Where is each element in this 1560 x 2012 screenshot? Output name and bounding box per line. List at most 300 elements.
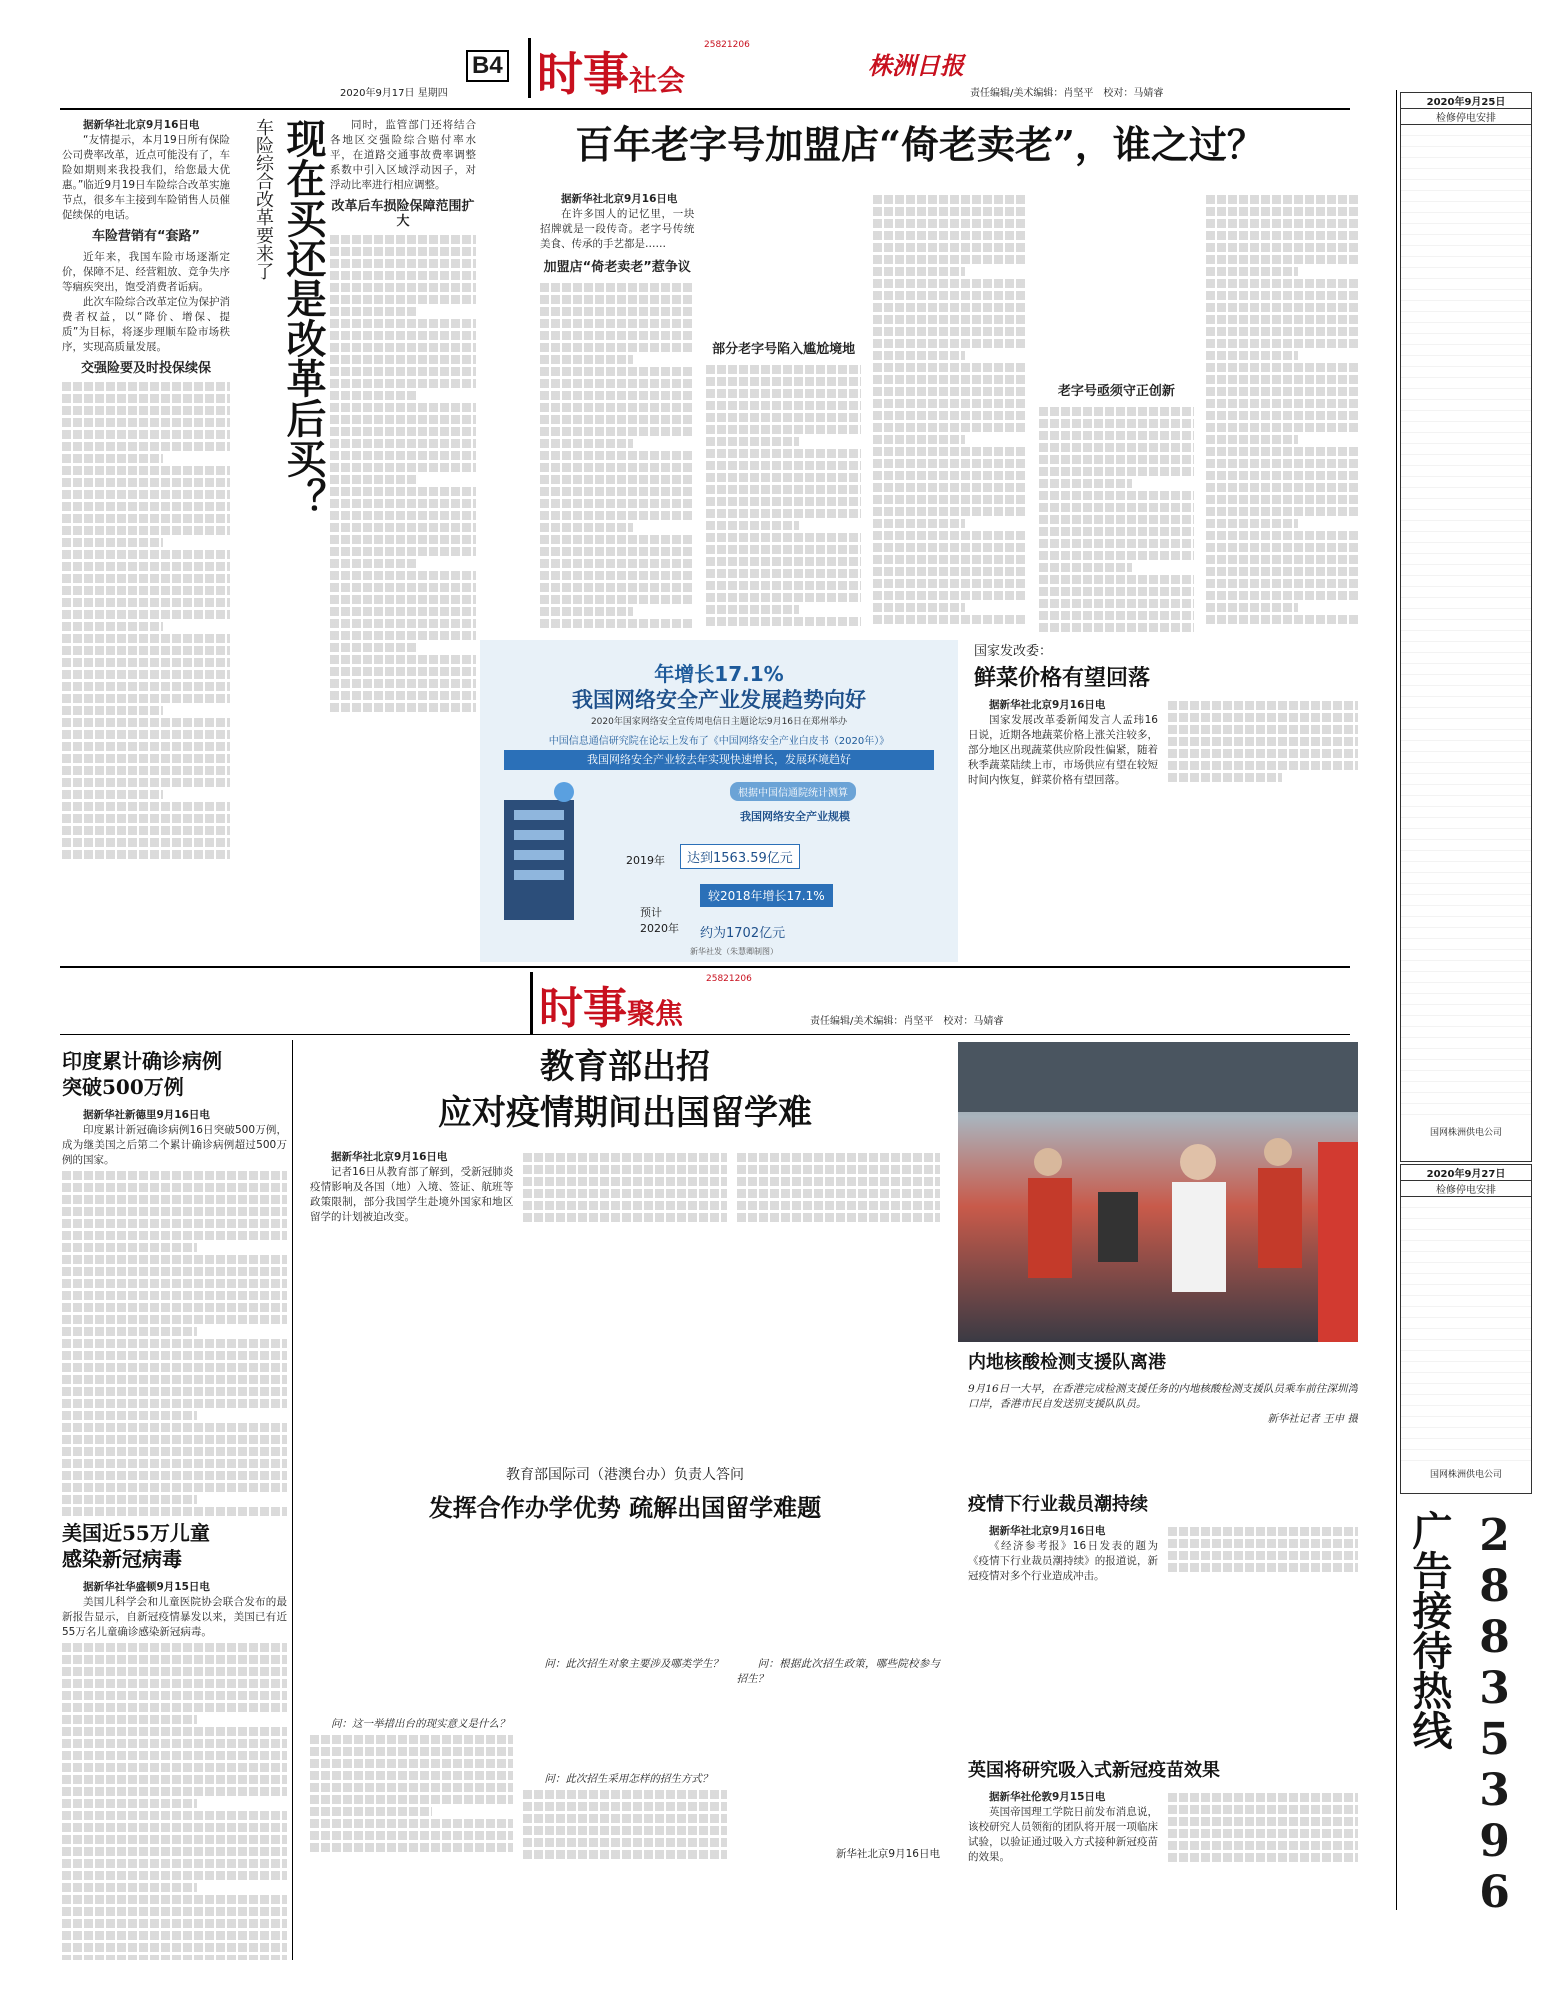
text-line <box>1206 495 1360 504</box>
text-line <box>1039 479 1132 488</box>
subheading: 老字号亟须守正创新 <box>1057 384 1175 399</box>
text-line <box>62 1435 287 1444</box>
text-line <box>540 295 694 304</box>
text-line <box>330 451 476 460</box>
text-line <box>62 1471 287 1480</box>
text-line <box>62 1775 287 1784</box>
text-line <box>1039 431 1193 440</box>
value-2019: 达到1563.59亿元 <box>680 844 800 869</box>
column <box>310 1150 513 1225</box>
text-line <box>62 1171 287 1180</box>
text-line <box>330 655 476 664</box>
text-line <box>62 1183 287 1192</box>
text-line <box>330 691 476 700</box>
text-line <box>873 447 1027 456</box>
text-line <box>62 1787 287 1796</box>
text-line <box>62 1739 287 1748</box>
text-line <box>62 1483 287 1492</box>
section-phone: 25821206 <box>706 974 752 984</box>
text-line <box>62 802 230 811</box>
text-line <box>310 1843 513 1852</box>
text-line <box>330 259 476 268</box>
column <box>737 1150 940 1225</box>
text-line <box>1039 611 1193 620</box>
text-line <box>706 581 860 590</box>
text-line <box>1168 1563 1358 1572</box>
column <box>523 1150 726 1225</box>
text-line <box>873 555 1027 564</box>
text-line <box>330 523 476 532</box>
text-line <box>873 267 966 276</box>
dateline: 据新华社北京9月16日电 <box>561 193 678 205</box>
text-line <box>330 631 476 640</box>
text-line <box>873 375 1027 384</box>
text-line <box>62 514 230 523</box>
text-line <box>62 1399 287 1408</box>
column <box>310 1537 513 1862</box>
headline: 英国将研究吸入式新冠疫苗效果 <box>968 1760 1220 1781</box>
text-line <box>1168 1841 1358 1850</box>
text-line <box>523 1213 726 1222</box>
paragraph: 印度累计新冠确诊病例16日突破500万例，成为继美国之后第二个累计确诊病例超过500万例的国家。 <box>62 1124 287 1166</box>
text-line <box>62 790 163 799</box>
text-line <box>737 1165 940 1174</box>
text-line <box>330 703 476 712</box>
text-line <box>1206 567 1360 576</box>
column <box>737 1537 940 1862</box>
subheading: 加盟店“倚老卖老”惹争议 <box>543 260 691 275</box>
text-line <box>523 1838 726 1847</box>
headline-line2: 应对疫情期间出国留学难 <box>438 1093 812 1133</box>
text-line <box>330 463 476 472</box>
text-line <box>540 343 694 352</box>
text-line <box>1206 339 1360 348</box>
text-line <box>873 363 1027 372</box>
text-line <box>62 1799 197 1808</box>
text-line <box>330 667 476 676</box>
article-columns <box>968 698 1358 788</box>
text-line <box>1206 411 1360 420</box>
text-line <box>62 1267 287 1276</box>
text-line <box>540 415 694 424</box>
infographic-cybersecurity <box>480 640 958 962</box>
column <box>968 1790 1158 1865</box>
infographic-banner: 我国网络安全产业较去年实现快速增长，发展环境趋好 <box>504 750 934 770</box>
text-line <box>330 379 476 388</box>
text-line <box>1039 575 1193 584</box>
caption-title: 内地核酸检测支援队离港 <box>968 1352 1166 1373</box>
text-line <box>706 389 860 398</box>
text-line <box>706 605 799 614</box>
column <box>706 192 860 632</box>
top-header <box>330 38 1370 108</box>
notice-date: 2020年9月27日 <box>1401 1165 1531 1181</box>
text-line <box>310 1771 513 1780</box>
text-line <box>330 679 476 688</box>
text-line <box>873 279 1027 288</box>
text-line <box>330 487 476 496</box>
sidebar-outage-notice-bottom <box>1400 1164 1532 1494</box>
text-line <box>62 1495 197 1504</box>
text-line <box>540 523 633 532</box>
text-line <box>540 283 694 292</box>
photo-caption <box>968 1348 1358 1478</box>
text-line <box>62 658 230 667</box>
article-columns <box>968 1790 1358 1865</box>
text-line <box>62 1279 287 1288</box>
scale-title: 我国网络安全产业规模 <box>740 810 850 823</box>
headline-line1: 教育部出招 <box>540 1047 710 1087</box>
text-line <box>330 247 476 256</box>
text-line <box>62 1411 197 1420</box>
text-line <box>523 1189 726 1198</box>
text-line <box>1206 363 1360 372</box>
text-line <box>706 509 860 518</box>
text-line <box>873 543 1027 552</box>
article-body <box>62 1580 287 1960</box>
text-line <box>540 439 633 448</box>
label-2020: 预计2020年 <box>640 906 679 935</box>
text-line <box>62 1667 287 1676</box>
text-line <box>1206 603 1299 612</box>
text-line <box>62 526 230 535</box>
text-line <box>523 1201 726 1210</box>
text-line <box>1206 399 1360 408</box>
headline-line1: 美国近55万儿童 <box>62 1521 210 1545</box>
text-line <box>873 519 966 528</box>
text-line <box>540 307 694 316</box>
text-line <box>1039 587 1193 596</box>
column <box>1039 192 1193 632</box>
text-line <box>62 1291 287 1300</box>
text-line <box>62 550 230 559</box>
text-line <box>706 401 860 410</box>
sidebar-outage-notice-top <box>1400 92 1532 1162</box>
text-line <box>1168 1551 1358 1560</box>
text-line <box>706 521 799 530</box>
text-line <box>62 1763 287 1772</box>
text-line <box>330 319 476 328</box>
text-line <box>62 826 230 835</box>
text-line <box>330 499 476 508</box>
text-line <box>62 466 230 475</box>
text-line <box>706 569 860 578</box>
text-line <box>873 579 1027 588</box>
paragraph: 美国儿科学会和儿童医院协会联合发布的最新报告显示，自新冠疫情暴发以来，美国已有近55万名儿童确诊感染新冠病毒。 <box>62 1596 287 1638</box>
text-line <box>540 499 694 508</box>
column <box>1206 192 1360 632</box>
infographic-title: 我国网络安全产业发展趋势向好 <box>572 688 866 712</box>
text-line <box>1039 563 1132 572</box>
text-line <box>62 1207 287 1216</box>
section-phone: 25821206 <box>704 40 750 50</box>
text-line <box>310 1735 513 1744</box>
text-line <box>873 351 966 360</box>
column <box>873 192 1027 632</box>
article-uk-vaccine <box>968 1756 1358 1966</box>
section-main: 时事 <box>537 49 629 100</box>
notice-date: 2020年9月25日 <box>1401 93 1531 109</box>
text-line <box>62 1339 287 1348</box>
text-line <box>1206 615 1360 624</box>
text-line <box>1206 591 1360 600</box>
text-line <box>62 1883 197 1892</box>
article-india-cases <box>62 1048 287 1518</box>
ad-hotline <box>1400 1500 1532 1930</box>
text-line <box>62 538 163 547</box>
text-line <box>873 243 1027 252</box>
text-line <box>310 1747 513 1756</box>
text-line <box>330 547 476 556</box>
text-line <box>1168 1829 1358 1838</box>
text-line <box>706 425 860 434</box>
text-line <box>62 1459 287 1468</box>
text-line <box>873 219 1027 228</box>
text-line <box>330 283 476 292</box>
text-line <box>1039 623 1193 632</box>
text-line <box>62 1303 287 1312</box>
text-line <box>540 511 694 520</box>
subheading: 交强险要及时投保续保 <box>80 361 211 376</box>
text-line <box>62 850 230 859</box>
text-line <box>540 427 694 436</box>
text-line <box>1206 447 1360 456</box>
text-line <box>62 1447 287 1456</box>
text-line <box>1039 599 1193 608</box>
paragraph: 国家发展改革委新闻发言人孟玮16日说，近期各地蔬菜价格上涨关注较多，部分地区出现蔬菜供应阶段性偏紧，随着秋季蔬菜陆续上市，市场供应有望在较短时间内恢复，鲜菜价格有望回落。 <box>968 714 1158 786</box>
text-line <box>330 235 476 244</box>
text-line <box>62 1423 287 1432</box>
text-line <box>873 315 1027 324</box>
text-line <box>62 814 230 823</box>
column <box>1168 1790 1358 1865</box>
text-line <box>330 583 476 592</box>
text-line <box>62 1351 287 1360</box>
text-line <box>1206 327 1360 336</box>
text-line <box>1206 579 1360 588</box>
text-line <box>540 475 694 484</box>
text-line <box>523 1826 726 1835</box>
paragraph: “友情提示，本月19日所有保险公司费率改革，近点可能没有了，车险如期则来我投我们，给您最大优惠。”临近9月19日车险综合改革实施节点，很多车主接到车险销售人员催促续保的电话。 <box>62 134 230 221</box>
text-line <box>330 391 418 400</box>
text-line <box>62 1195 287 1204</box>
text-line <box>1206 207 1360 216</box>
text-line <box>706 593 860 602</box>
text-line <box>330 367 476 376</box>
text-line <box>62 1387 287 1396</box>
text-line <box>62 610 230 619</box>
text-line <box>873 615 1027 624</box>
article-columns <box>300 1537 950 1862</box>
text-line <box>62 766 230 775</box>
text-line <box>62 382 230 391</box>
text-line <box>540 331 694 340</box>
text-line <box>1206 243 1360 252</box>
text-line <box>330 271 476 280</box>
headline-vertical <box>234 118 326 678</box>
article-columns <box>300 1150 950 1225</box>
text-line <box>62 634 230 643</box>
text-line <box>330 595 476 604</box>
text-line <box>706 449 860 458</box>
editor-credit: 责任编辑/美术编辑：肖坚平 校对：马婧睿 <box>810 1016 1004 1027</box>
article-layoffs <box>968 1490 1358 1750</box>
section-main: 时事 <box>539 984 627 1033</box>
text-line <box>706 365 860 374</box>
column <box>968 698 1158 788</box>
column <box>968 1524 1158 1584</box>
text-line <box>62 1835 287 1844</box>
article-car-insurance-cont <box>330 118 476 963</box>
section-sub: 社会 <box>629 64 686 97</box>
subheading: 部分老字号陷入尴尬境地 <box>712 342 856 357</box>
text-line <box>540 319 694 328</box>
article-body <box>330 118 476 712</box>
text-line <box>706 617 860 626</box>
text-line <box>62 430 230 439</box>
text-line <box>62 502 230 511</box>
text-line <box>62 1327 197 1336</box>
text-line <box>1206 507 1360 516</box>
notice-footer: 国网株洲供电公司 <box>1429 1128 1502 1138</box>
text-line <box>62 1727 287 1736</box>
paragraph: 记者16日从教育部了解到，受新冠肺炎疫情影响及各国（地）入境、签证、航班等政策限制，部分我国学生赴境外国家和地区留学的计划被迫改变。 <box>310 1166 514 1223</box>
text-line <box>1039 407 1193 416</box>
text-line <box>1039 491 1193 500</box>
text-line <box>706 545 860 554</box>
text-line <box>1039 551 1193 560</box>
text-line <box>873 591 1027 600</box>
text-line <box>62 706 163 715</box>
hotline-label: 广告接待热线 <box>1406 1510 1453 1750</box>
article-columns <box>540 192 1360 632</box>
text-line <box>523 1790 726 1799</box>
text-line <box>540 379 694 388</box>
text-line <box>706 461 860 470</box>
text-line <box>1168 749 1358 758</box>
text-line <box>62 1871 287 1880</box>
text-line <box>540 559 694 568</box>
text-line <box>62 1907 287 1916</box>
text-line <box>706 377 860 386</box>
dateline: 据新华社新德里9月16日电 <box>83 1109 210 1121</box>
text-line <box>1168 737 1358 746</box>
text-line <box>706 473 860 482</box>
text-line <box>62 838 230 847</box>
text-line <box>310 1759 513 1768</box>
text-line <box>330 511 476 520</box>
text-line <box>706 437 799 446</box>
text-line <box>737 1213 940 1222</box>
column <box>1168 698 1358 788</box>
text-line <box>873 483 1027 492</box>
text-line <box>706 533 860 542</box>
text-line <box>62 730 230 739</box>
column <box>1168 1524 1358 1584</box>
text-line <box>62 1847 287 1856</box>
text-line <box>737 1153 940 1162</box>
text-line <box>1168 1817 1358 1826</box>
label-2019: 2019年 <box>626 854 665 867</box>
text-line <box>330 307 418 316</box>
text-line <box>873 603 966 612</box>
question: 问：这一举措出台的现实意义是什么？ <box>331 1718 510 1730</box>
text-line <box>330 475 418 484</box>
text-line <box>310 1831 513 1840</box>
text-line <box>1168 1793 1358 1802</box>
article-body <box>62 1108 287 1518</box>
text-line <box>330 607 476 616</box>
headline-line2: 突破500万例 <box>62 1075 184 1099</box>
text-line <box>62 1507 287 1516</box>
text-line <box>330 559 418 568</box>
dateline: 据新华社北京9月16日电 <box>989 699 1106 711</box>
text-line <box>523 1165 726 1174</box>
text-line <box>62 1655 287 1664</box>
text-line <box>873 423 1027 432</box>
text-line <box>540 583 694 592</box>
text-line <box>1206 531 1360 540</box>
text-line <box>873 411 1027 420</box>
text-line <box>1168 701 1358 710</box>
text-line <box>1206 435 1299 444</box>
article-us-children <box>62 1520 287 1960</box>
text-line <box>330 403 476 412</box>
text-line <box>1206 315 1360 324</box>
photo-credit: 新华社记者 王申 摄 <box>1267 1413 1358 1425</box>
text-line <box>706 497 860 506</box>
text-line <box>62 442 230 451</box>
notice-footer: 国网株洲供电公司 <box>1429 1470 1502 1480</box>
text-line <box>706 413 860 422</box>
notice-table <box>1401 125 1531 1125</box>
text-line <box>1206 483 1360 492</box>
paragraph: 近年来，我国车险市场逐渐定价，保障不足、经营粗放、竞争失序等痼疾突出，饱受消费者诟病。 <box>62 251 230 293</box>
text-line <box>330 295 476 304</box>
text-line <box>62 478 230 487</box>
text-line <box>1168 725 1358 734</box>
text-line <box>62 586 230 595</box>
text-line <box>62 406 230 415</box>
text-line <box>523 1814 726 1823</box>
text-line <box>873 255 1027 264</box>
dateline: 据新华社北京9月16日电 <box>83 119 200 131</box>
section-sub: 聚焦 <box>627 997 684 1030</box>
text-line <box>62 622 163 631</box>
article-time-honored-brands <box>480 120 1360 635</box>
text-line <box>1206 471 1360 480</box>
text-line <box>62 1703 287 1712</box>
text-line <box>540 571 694 580</box>
headline: 现在买还是改革后买？ <box>280 118 327 518</box>
text-line <box>62 1931 287 1940</box>
text-line <box>873 195 1027 204</box>
text-line <box>1206 219 1360 228</box>
text-line <box>1168 1527 1358 1536</box>
text-line <box>62 1363 287 1372</box>
column <box>523 1537 726 1862</box>
kicker: 车险综合改革要来了 <box>253 118 274 280</box>
page-number: B4 <box>466 50 509 82</box>
editor-credit: 责任编辑/美术编辑：肖坚平 校对：马婧睿 <box>970 88 1164 99</box>
text-line <box>330 331 476 340</box>
infographic-credit: 新华社发（朱慧卿制图） <box>690 947 778 956</box>
text-line <box>1168 761 1358 770</box>
text-line <box>540 535 694 544</box>
text-line <box>310 1807 432 1816</box>
text-line <box>62 1219 287 1228</box>
text-line <box>873 339 1027 348</box>
